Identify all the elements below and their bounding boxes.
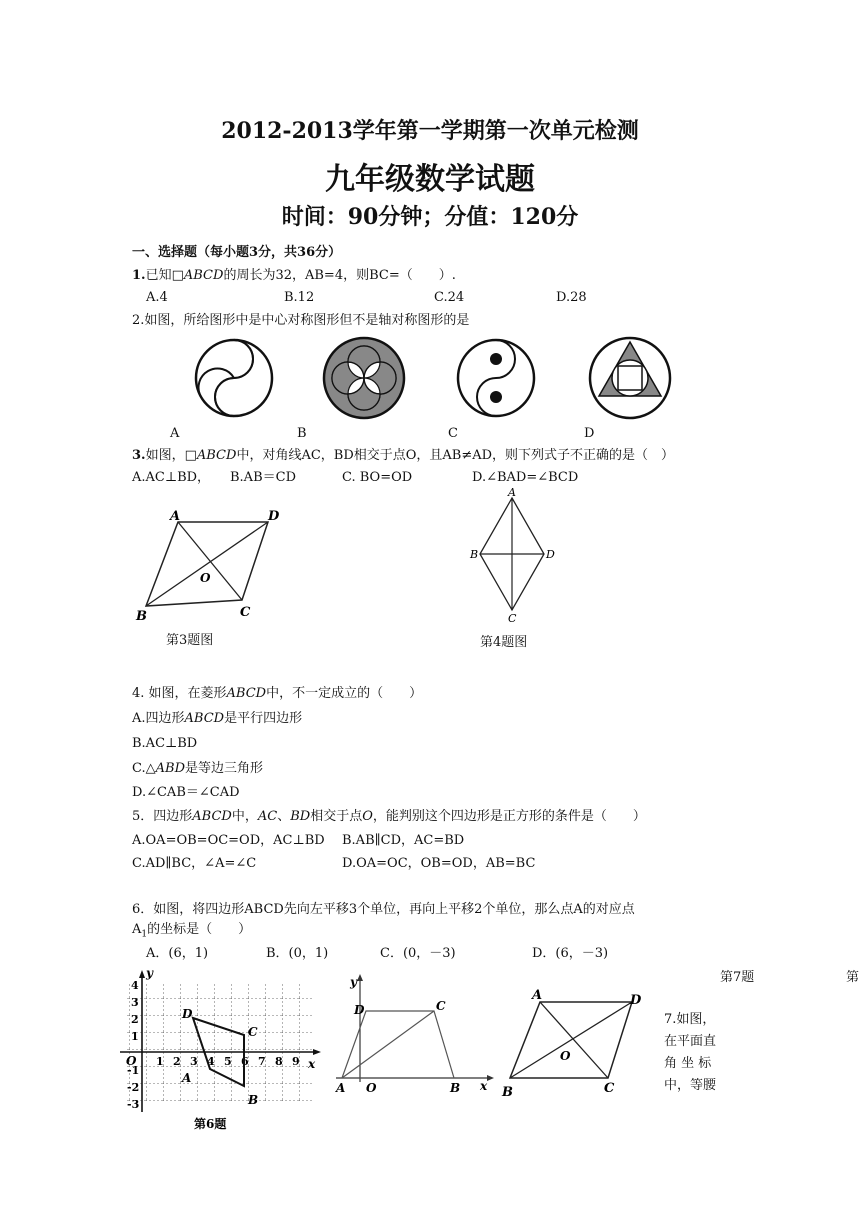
q6-x-tick: 5 [224, 1055, 232, 1068]
question-1-stem [132, 268, 456, 284]
exam-title-line1: 2012-2013学年第一学期第一次单元检测 [221, 118, 639, 144]
q4-stem-post: 中，不一定成立的（ ） [266, 686, 423, 701]
q2-label-d: D [584, 426, 595, 441]
q7-para-point-o: O [560, 1049, 571, 1063]
q5-option-a: A.OA=OB=OC=OD，AC⊥BD [132, 833, 325, 848]
q7-side-line: 在平面直 [664, 1034, 717, 1049]
q4-option-c [132, 761, 263, 777]
q5-figure-name: ABCD [192, 809, 232, 824]
q6-grid-figure [112, 964, 328, 1132]
q6-y-tick: 4 [131, 979, 139, 992]
q3-point-o: O [200, 571, 211, 585]
q6-option-b: B．(0，1) [266, 946, 329, 961]
q6-y-tick: -1 [127, 1064, 140, 1077]
q1-post: 的周长为32，AB=4，则BC=（ ）. [223, 268, 456, 283]
question-number: 1. [132, 268, 146, 283]
q2-figures [190, 330, 750, 426]
q6-point-a: A [182, 1071, 192, 1085]
question-5-stem [132, 809, 646, 825]
q3-figure [130, 500, 290, 630]
q7-caption-top: 第7题 [720, 970, 755, 985]
section-heading: 一、选择题（每小题3分，共36分） [132, 245, 342, 260]
q6-option-a: A．(6，1) [146, 946, 209, 961]
q1-parallelogram-symbol: □ABCD [171, 268, 224, 283]
question-6-stem-line2 [132, 922, 251, 943]
q2-label-c: C [448, 426, 458, 441]
q3-pre: 如图， [145, 448, 185, 463]
q6-point-a1-subscript: 1 [141, 929, 148, 940]
q6-x-tick: 2 [173, 1055, 181, 1068]
q6-x-tick: 6 [241, 1055, 249, 1068]
q7-axis-x: x [480, 1079, 488, 1093]
q6-x-tick: 7 [258, 1055, 266, 1068]
q7-trap-point-b: B [450, 1081, 461, 1095]
q5-mid3: 相交于点 [310, 809, 363, 824]
q2-figure-a [192, 335, 276, 421]
q7-parallelogram-figure [494, 982, 654, 1102]
q1-pre: 已知 [145, 268, 172, 283]
q3-option-b: B.AB＝CD [230, 470, 296, 485]
q4-opt-a-figure: ABCD [184, 711, 225, 726]
q4-opt-a-post: 是平行四边形 [224, 711, 303, 726]
q4-figure-caption: 第4题图 [480, 635, 528, 650]
q5-pre: 5．四边形 [132, 809, 193, 824]
q4-point-d: D [546, 548, 555, 561]
q7-trapezoid [342, 1011, 454, 1078]
q6-figure-caption: 第6题 [194, 1117, 227, 1131]
q6-y-tick: 2 [131, 1013, 139, 1026]
q4-opt-c-figure: ABD [155, 761, 185, 776]
q7-axis-y: y [350, 975, 357, 989]
q6-axis-y-label: y [146, 966, 153, 980]
q4-option-b: B.AC⊥BD [132, 736, 198, 751]
q3-figure-caption: 第3题图 [166, 633, 214, 648]
question-4-stem [132, 686, 422, 702]
q4-stem-figure: ABCD [226, 686, 267, 701]
q5-option-b: B.AB∥CD，AC=BD [342, 833, 465, 848]
q3-point-d: D [268, 509, 280, 524]
q6-stem-post: 的坐标是（ ） [147, 922, 252, 937]
q7-side-line: 角 坐 标 [664, 1056, 712, 1071]
q6-point-b: B [248, 1093, 259, 1107]
q7-para-point-c: C [604, 1081, 615, 1096]
q2-label-b: B [297, 426, 307, 441]
q7-trap-point-c: C [436, 999, 446, 1013]
q7-para-point-b: B [502, 1085, 513, 1100]
q7-para-point-a: A [532, 988, 543, 1003]
exam-time-score: 时间：90分钟；分值：120分 [281, 204, 579, 230]
q4-opt-a-pre: A.四边形 [132, 711, 185, 726]
q5-mid1: 中， [231, 809, 258, 824]
q3-point-c: C [240, 605, 251, 620]
q3-option-a: A.AC⊥BD， [132, 470, 211, 485]
q4-point-b: B [470, 548, 479, 561]
q1-option-d: D.28 [556, 290, 587, 305]
q4-stem-pre: 4. 如图，在菱形 [132, 686, 227, 701]
q2-figure-b [324, 338, 404, 418]
q6-grid [125, 984, 312, 1103]
q6-x-tick: 4 [207, 1055, 215, 1068]
q6-x-tick: 1 [156, 1055, 164, 1068]
q7-trap-point-d: D [354, 1003, 365, 1017]
q5-option-c: C.AD∥BC，∠A=∠C [132, 856, 257, 871]
q6-y-tick: -3 [127, 1098, 140, 1111]
q6-option-d: D．(6，－3) [532, 946, 609, 961]
q6-point-d: D [182, 1007, 193, 1021]
q7-side-line: 中，等腰 [664, 1078, 717, 1093]
question-number: 3. [132, 448, 146, 463]
q1-option-a: A.4 [146, 290, 168, 305]
q7-para-point-d: D [630, 993, 642, 1008]
q4-point-c: C [508, 612, 517, 624]
q5-ac: AC [257, 809, 278, 824]
q4-option-d: D.∠CAB＝∠CAD [132, 785, 240, 800]
q7-trap-point-o: O [366, 1081, 377, 1095]
q5-option-d: D.OA=OC，OB=OD，AB=BC [342, 856, 536, 871]
q4-option-a [132, 711, 302, 727]
q6-x-tick: 9 [292, 1055, 300, 1068]
q3-parallelogram-symbol: □ABCD [184, 448, 237, 463]
q3-point-a: A [170, 509, 181, 524]
q5-bd: BD [290, 809, 311, 824]
q6-origin-label: O [126, 1054, 137, 1068]
question-6-stem: 6．如图，将四边形ABCD先向左平移3个单位，再向上平移2个单位，那么点A的对应点 [132, 902, 635, 917]
q5-mid2: 、 [277, 809, 291, 824]
q6-x-tick: 8 [275, 1055, 283, 1068]
q4-figure [466, 484, 556, 624]
q6-point-c: C [248, 1025, 258, 1039]
q5-post: ，能判别这个四边形是正方形的条件是（ ） [372, 809, 646, 824]
q7-trap-point-a: A [336, 1081, 346, 1095]
q1-option-b: B.12 [284, 290, 315, 305]
q2-figure-c [458, 340, 534, 416]
q4-opt-c-pre: C.△ [132, 761, 156, 776]
q4-opt-c-post: 是等边三角形 [185, 761, 264, 776]
exam-title-line2: 九年级数学试题 [325, 162, 535, 197]
q6-axis-x-label: x [308, 1057, 316, 1071]
question-3-stem [132, 448, 674, 464]
q7-trapezoid-figure [332, 972, 496, 1096]
q3-post: 中，对角线AC，BD相交于点O，且AB≠AD，则下列式子不正确的是（ ） [236, 448, 675, 463]
q2-figure-d [590, 338, 670, 418]
q1-option-c: C.24 [434, 290, 465, 305]
q5-o: O [362, 809, 373, 824]
q6-y-tick: 1 [131, 1030, 139, 1043]
q4-point-a: A [508, 486, 516, 499]
q6-option-c: C．(0，－3) [380, 946, 456, 961]
q3-point-b: B [136, 609, 147, 624]
question-2-stem: 2.如图，所给图形中是中心对称图形但不是轴对称图形的是 [132, 313, 470, 328]
q7-side-line: 7.如图， [664, 1012, 716, 1027]
q6-point-a1: A [132, 922, 142, 937]
q3-option-d: D.∠BAD=∠BCD [472, 470, 579, 485]
q6-y-tick: 3 [131, 996, 139, 1009]
edge-fragment: 第 [846, 970, 860, 985]
q2-label-a: A [170, 426, 180, 441]
q6-y-tick: -2 [127, 1081, 140, 1094]
q3-option-c: C. BO=OD [342, 470, 413, 485]
q6-x-tick: 3 [190, 1055, 198, 1068]
